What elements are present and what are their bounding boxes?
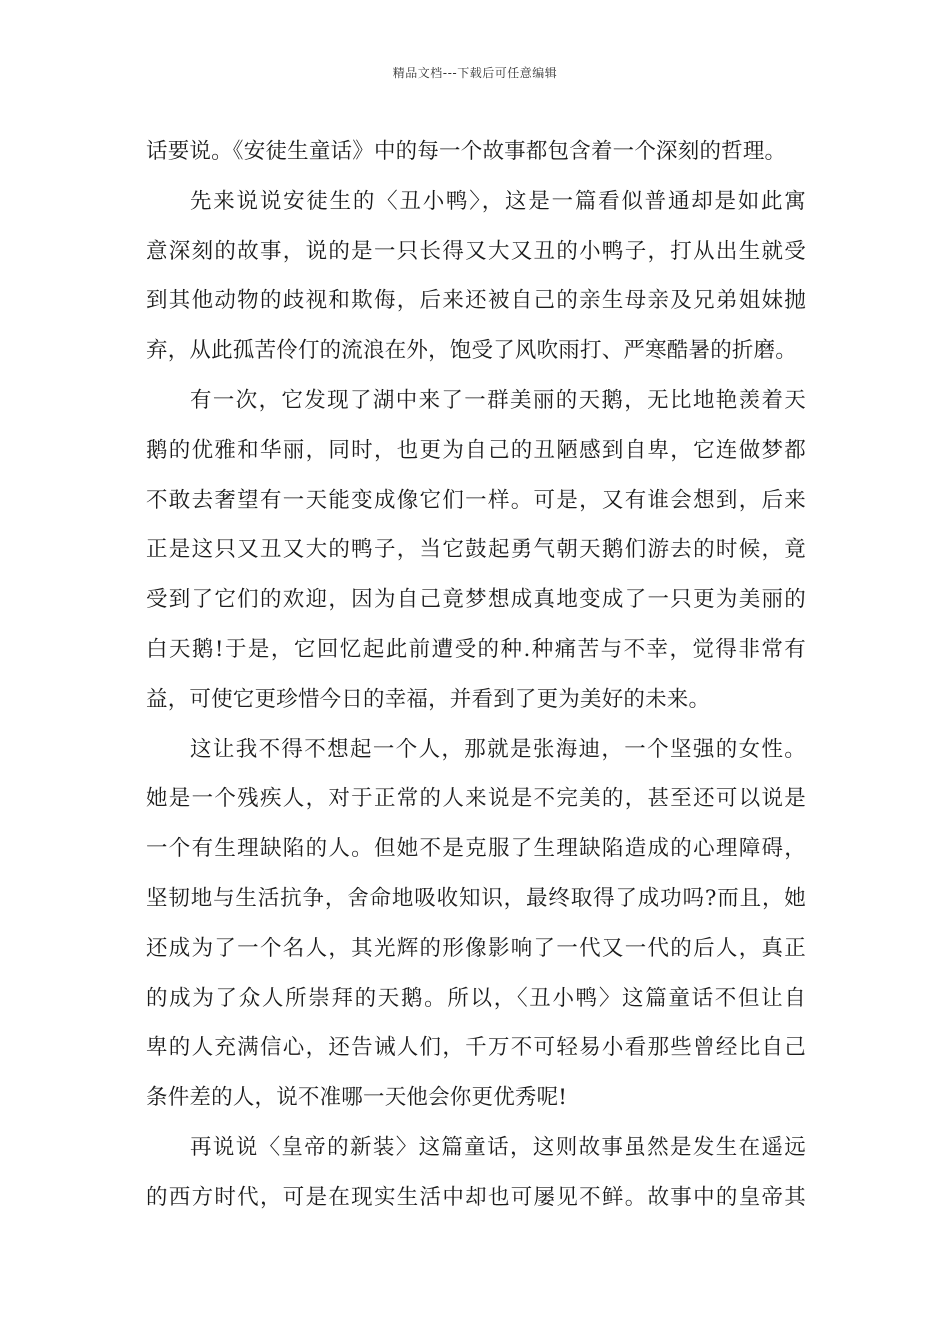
text-line: 一个有生理缺陷的人。但她不是克服了生理缺陷造成的心理障碍，: [146, 836, 806, 862]
text-line: 鹅的优雅和华丽，同时，也更为自己的丑陋感到自卑，它连做梦都: [146, 437, 806, 463]
text-line: 白天鹅!于是，它回忆起此前遭受的种.种痛苦与不幸，觉得非常有: [146, 636, 806, 662]
text-line: 益，可使它更珍惜今日的幸福，并看到了更为美好的未来。: [146, 686, 711, 712]
text-line: 条件差的人，说不准哪一天他会你更优秀呢!: [146, 1085, 568, 1111]
text-line: 到其他动物的歧视和欺侮，后来还被自己的亲生母亲及兄弟姐妹抛: [146, 288, 806, 314]
text-line: 正是这只又丑又大的鸭子，当它鼓起勇气朝天鹅们游去的时候，竟: [146, 537, 806, 563]
text-line: 卑的人充满信心，还告诫人们，千万不可轻易小看那些曾经比自己: [146, 1035, 806, 1061]
body-text: [146, 127, 806, 1223]
text-line: 不敢去奢望有一天能变成像它们一样。可是，又有谁会想到，后来: [146, 487, 806, 513]
paragraph: [146, 376, 806, 725]
text-line: 她是一个残疾人，对于正常的人来说是不完美的，甚至还可以说是: [146, 786, 806, 812]
paragraph: [146, 127, 806, 177]
text-line: 意深刻的故事，说的是一只长得又大又丑的小鸭子，打从出生就受: [146, 238, 806, 264]
text-line: 有一次，它发现了湖中来了一群美丽的天鹅，无比地艳羡着天: [190, 387, 806, 413]
page-header: 精品文档---下载后可任意编辑: [392, 66, 558, 80]
paragraph: [146, 725, 806, 1123]
text-line: 还成为了一个名人，其光辉的形像影响了一代又一代的后人，真正: [146, 935, 806, 961]
text-line: 受到了它们的欢迎，因为自己竟梦想成真地变成了一只更为美丽的: [146, 587, 806, 613]
text-line: 先来说说安徒生的〈丑小鸭〉，这是一篇看似普通却是如此寓: [190, 188, 806, 214]
paragraph: [146, 177, 806, 376]
text-line: 坚韧地与生活抗争，舍命地吸收知识，最终取得了成功吗?而且，她: [146, 885, 806, 911]
text-line: 这让我不得不想起一个人，那就是张海迪，一个坚强的女性。: [190, 736, 806, 762]
text-line: 的西方时代，可是在现实生活中却也可屡见不鲜。故事中的皇帝其: [146, 1184, 806, 1210]
text-line: 的成为了众人所崇拜的天鹅。所以，〈丑小鸭〉这篇童话不但让自: [146, 985, 806, 1011]
paragraph: [146, 1123, 806, 1223]
text-line: 弃，从此孤苦伶仃的流浪在外，饱受了风吹雨打、严寒酷暑的折磨。: [146, 338, 798, 364]
text-line: 再说说〈皇帝的新装〉这篇童话，这则故事虽然是发生在遥远: [190, 1134, 806, 1160]
text-line: 话要说。《安徒生童话》中的每一个故事都包含着一个深刻的哲理。: [146, 139, 787, 164]
